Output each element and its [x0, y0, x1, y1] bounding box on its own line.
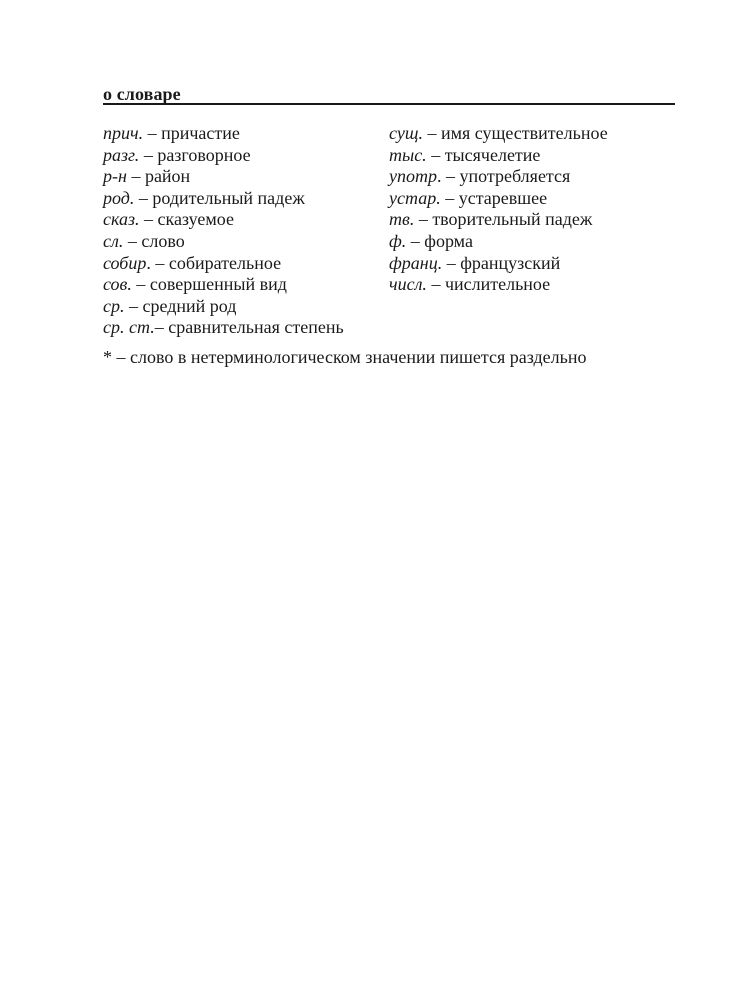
meaning: имя существительное	[440, 123, 608, 143]
abbreviation-entry	[103, 123, 393, 145]
meaning: сказуемое	[157, 209, 235, 230]
abbreviation-entry	[389, 253, 679, 275]
abbreviation: сказ.	[103, 209, 140, 230]
abbreviation-entry	[103, 253, 393, 275]
separator: –	[134, 187, 153, 208]
abbreviation: сущ.	[389, 123, 423, 143]
abbreviation-entry	[103, 296, 393, 318]
separator: –	[139, 144, 158, 165]
meaning: французский	[460, 252, 561, 273]
abbreviation: ср. ст.	[103, 317, 155, 338]
abbreviation-entry	[389, 123, 679, 145]
abbreviation: собир	[103, 252, 147, 273]
abbreviation: употр	[389, 166, 437, 187]
separator: –	[414, 209, 433, 230]
abbreviation: разг.	[103, 144, 140, 165]
header-rule	[103, 103, 675, 105]
separator: –	[426, 144, 445, 165]
abbreviation-entry	[389, 274, 679, 296]
abbreviation-entry	[389, 166, 679, 188]
separator: –	[154, 317, 169, 338]
footnote: * – слово в нетерминологическом значении пишется раздельно	[103, 347, 587, 367]
abbreviation: р-н	[103, 166, 127, 187]
meaning: тысячелетие	[444, 144, 541, 165]
separator: –	[124, 295, 143, 316]
separator: –	[442, 252, 461, 273]
abbreviation-entry	[389, 231, 679, 253]
abbreviation-entry	[103, 145, 393, 167]
abbreviation-list-right	[389, 123, 679, 296]
abbreviation: род.	[103, 187, 135, 208]
abbreviation: ф.	[389, 230, 407, 251]
separator: . –	[146, 252, 169, 273]
meaning: устаревшее	[458, 187, 548, 208]
meaning: собирательное	[168, 252, 282, 273]
abbreviation-entry	[389, 145, 679, 167]
page-header-title: о словаре	[103, 84, 181, 104]
meaning: причастие	[161, 123, 240, 143]
separator: –	[139, 209, 158, 230]
abbreviation: тв.	[389, 209, 415, 230]
abbreviation: франц.	[389, 252, 443, 273]
meaning: слово	[141, 230, 185, 251]
separator: . –	[437, 166, 460, 187]
abbreviation-entry	[103, 166, 393, 188]
abbreviation-list-left	[103, 123, 393, 339]
abbreviation: устар.	[389, 187, 441, 208]
abbreviation: прич.	[103, 123, 144, 143]
separator: –	[406, 230, 425, 251]
abbreviation: сл.	[103, 230, 124, 251]
separator: –	[131, 274, 150, 295]
meaning: родительный падеж	[152, 187, 305, 208]
abbreviation: сов.	[103, 274, 132, 295]
meaning: средний род	[142, 295, 237, 316]
meaning: разговорное	[157, 144, 251, 165]
meaning: сравнительная степень	[168, 317, 344, 338]
abbreviation-entry	[103, 188, 393, 210]
abbreviation-entry	[103, 209, 393, 231]
separator: –	[422, 123, 441, 143]
abbreviation-entry	[103, 274, 393, 296]
abbreviation-entry	[103, 231, 393, 253]
abbreviation: тыс.	[389, 144, 427, 165]
meaning: совершенный вид	[149, 274, 287, 295]
separator: –	[440, 187, 459, 208]
abbreviation-entry	[389, 209, 679, 231]
meaning: творительный падеж	[432, 209, 593, 230]
separator: –	[426, 274, 445, 295]
meaning: употребляется	[459, 166, 571, 187]
abbreviation: ср.	[103, 295, 125, 316]
separator: –	[126, 166, 145, 187]
meaning: числительное	[444, 274, 551, 295]
abbreviation-entry	[389, 188, 679, 210]
separator: –	[123, 230, 142, 251]
meaning: форма	[424, 230, 473, 251]
separator: –	[143, 123, 162, 143]
abbreviation: числ.	[389, 274, 427, 295]
meaning: район	[144, 166, 191, 187]
abbreviation-entry	[103, 317, 393, 339]
